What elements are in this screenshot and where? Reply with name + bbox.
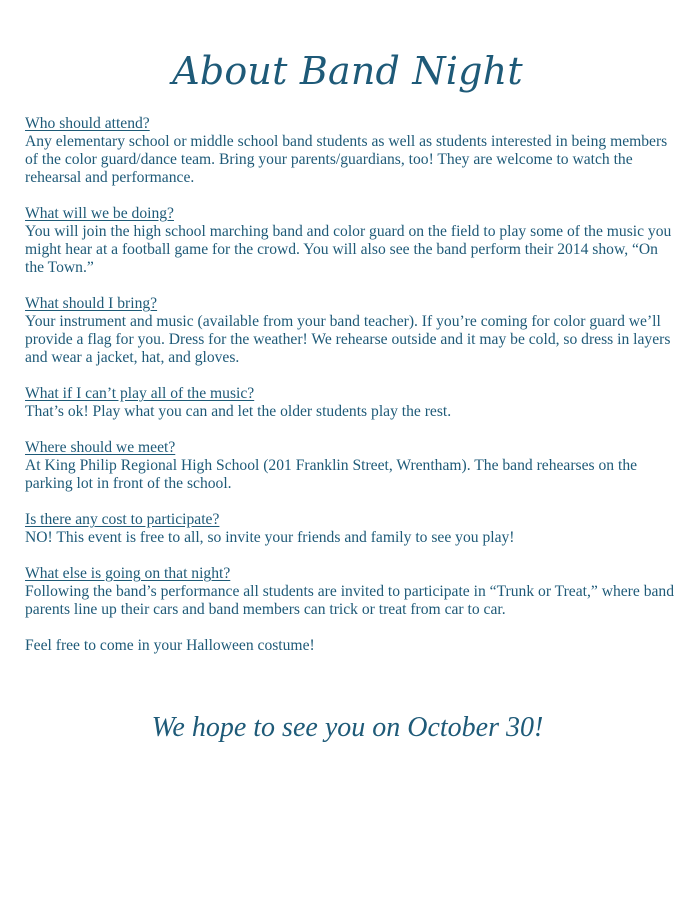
faq-question: Who should attend? xyxy=(25,115,150,132)
costume-note: Feel free to come in your Halloween costume! xyxy=(25,637,315,654)
faq-question: Is there any cost to participate? xyxy=(25,511,220,528)
page-title: About Band Night xyxy=(172,49,523,93)
faq-question: What if I can’t play all of the music? xyxy=(25,385,255,402)
faq-question: What else is going on that night? xyxy=(25,565,231,582)
faq-answer: Your instrument and music (available from your band teacher). If you’re coming for color guard we’ll provide a flag for you. Dress for the weather! We rehearse outside and it may be cold, so dress in layers and wear a jacket, hat, and gloves. xyxy=(25,313,671,366)
faq-question: What should I bring? xyxy=(25,295,158,312)
faq-question: Where should we meet? xyxy=(25,439,176,456)
faq-section-bring xyxy=(25,295,675,367)
faq-answer: Following the band’s performance all students are invited to participate in “Trunk or Treat,” where band parents line up their cars and band members can trick or treat from car to car. xyxy=(25,583,675,618)
faq-section-who xyxy=(25,115,675,187)
closing-message: We hope to see you on October 30! xyxy=(151,712,544,743)
faq-question: What will we be doing? xyxy=(25,205,174,222)
faq-answer: That’s ok! Play what you can and let the older students play the rest. xyxy=(25,403,452,420)
faq-answer: Any elementary school or middle school band students as well as students interested in being members of the color guard/dance team. Bring your parents/guardians, too! They are welcome to watch the rehearsal and performance. xyxy=(25,133,668,186)
faq-answer: You will join the high school marching band and color guard on the field to play some of the music you might hear at a football game for the crowd. You will also see the band perform their 2014 show, “On the Town.” xyxy=(25,223,672,276)
faq-content xyxy=(25,115,675,673)
faq-answer: NO! This event is free to all, so invite your friends and family to see you play! xyxy=(25,529,515,546)
faq-section-cost xyxy=(25,511,675,547)
faq-section-else xyxy=(25,565,675,619)
faq-section-meet xyxy=(25,439,675,493)
faq-answer: At King Philip Regional High School (201 Franklin Street, Wrentham). The band rehearses on the parking lot in front of the school. xyxy=(25,457,638,492)
faq-section-music xyxy=(25,385,675,421)
faq-section-what xyxy=(25,205,675,277)
